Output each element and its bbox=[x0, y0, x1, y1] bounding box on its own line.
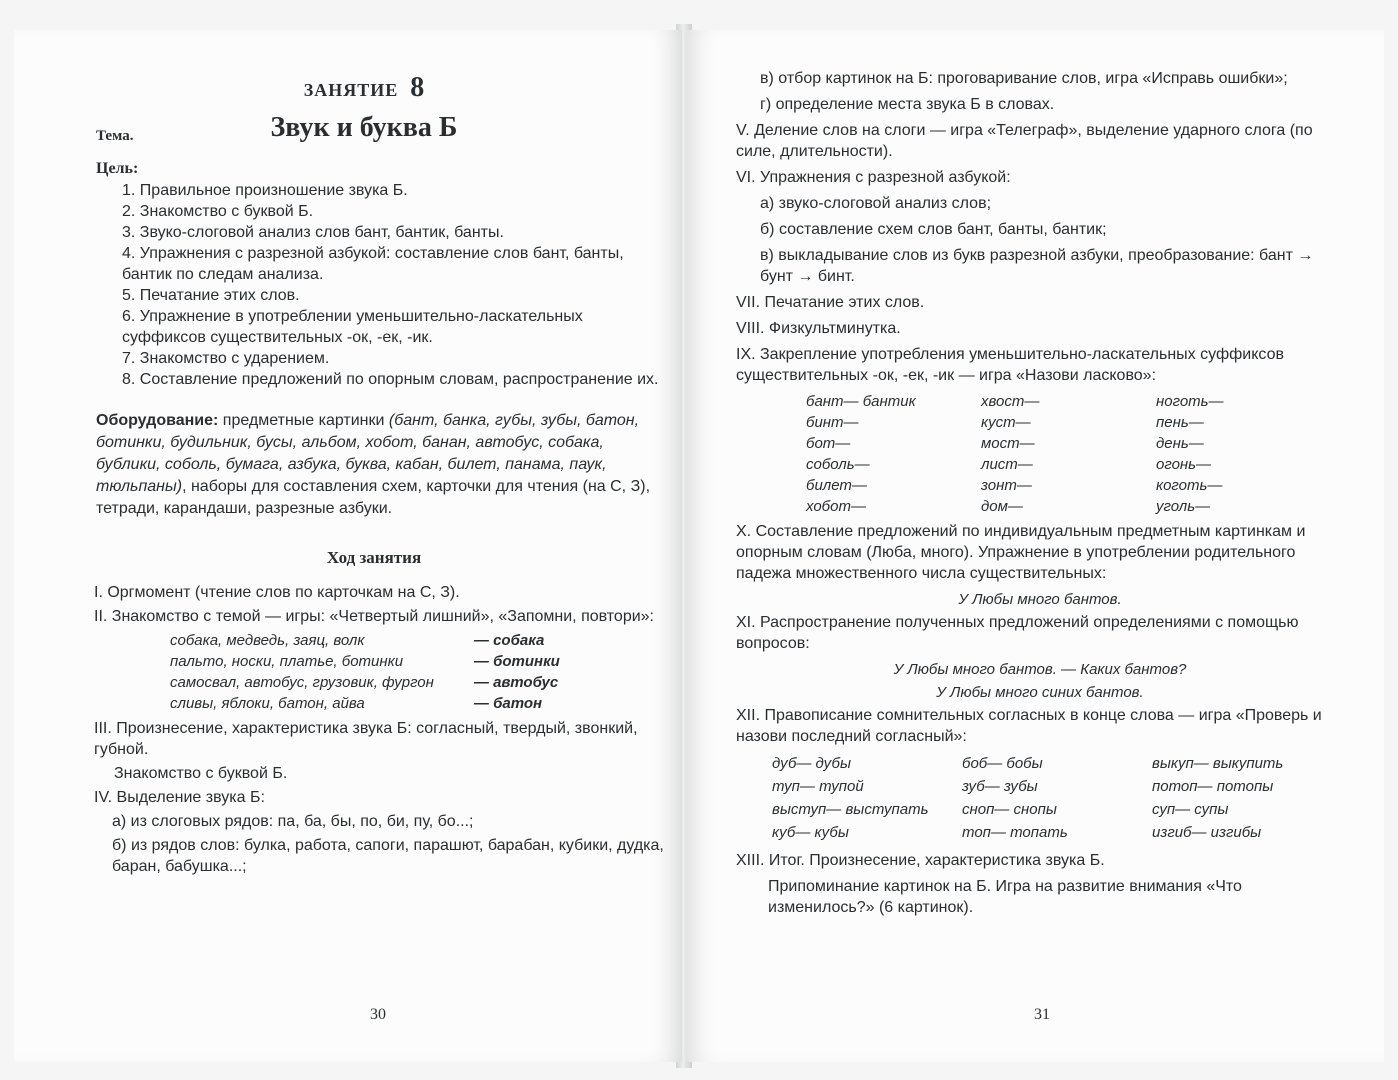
goal-item: 2. Знакомство с буквой Б. bbox=[122, 203, 314, 220]
grid-cell: день— bbox=[1156, 435, 1204, 452]
step-6b: б) составление схем слов бант, банты, бантик; bbox=[760, 221, 1107, 238]
goal-item: 3. Звуко-слоговой анализ слов бант, бантик, банты. bbox=[122, 224, 504, 241]
table-row bbox=[806, 475, 1331, 496]
table-row bbox=[772, 752, 1342, 775]
equipment-label: Оборудование: bbox=[96, 412, 219, 429]
table-row bbox=[772, 821, 1342, 844]
goal-label: Цель: bbox=[96, 160, 139, 177]
topic-label: Тема. bbox=[96, 128, 134, 144]
step-5: V. Деление слов на слоги — игра «Телеграф», выделение ударного слога (по силе, длительности). bbox=[736, 122, 1313, 160]
table-row bbox=[170, 693, 570, 714]
step-13b: Припоминание картинок на Б. Игра на развитие внимания «Что изменилось?» (6 картинок). bbox=[768, 878, 1242, 916]
table-row bbox=[772, 798, 1342, 821]
grid-cell: бант— бантик bbox=[806, 393, 916, 410]
page-right bbox=[686, 30, 1384, 1062]
grid-cell: огонь— bbox=[1156, 456, 1212, 473]
table-row bbox=[170, 672, 570, 693]
goal-list bbox=[122, 180, 668, 390]
step-6c: в) выкладывание слов из букв разрезной азбуки, преобразование: бант → бунт → бинт. bbox=[760, 247, 1314, 285]
step-11: XI. Распространение полученных предложений определениями с помощью вопросов: bbox=[736, 614, 1299, 652]
step-4g: г) определение места звука Б в словах. bbox=[760, 96, 1055, 113]
answer-cell: — собака bbox=[473, 632, 545, 649]
table-row bbox=[806, 391, 1331, 412]
grid-cell: сноп— снопы bbox=[962, 801, 1057, 818]
step-4: IV. Выделение звука Б: bbox=[94, 789, 265, 806]
grid-cell: зуб— зубы bbox=[962, 778, 1038, 795]
goal-item: 5. Печатание этих слов. bbox=[122, 287, 300, 304]
grid-cell: зонт— bbox=[981, 477, 1032, 494]
grid-cell: хвост— bbox=[981, 393, 1040, 410]
goal-item: 4. Упражнения с разрезной азбукой: составление слов бант, банты, бантик по следам анализа. bbox=[122, 245, 624, 283]
answer-cell: — автобус bbox=[473, 674, 559, 691]
topic-title: Звук и буква Б bbox=[270, 112, 458, 143]
step-6a: а) звуко-слоговой анализ слов; bbox=[760, 195, 992, 212]
grid-cell: потоп— потопы bbox=[1152, 778, 1274, 795]
words-cell: пальто, носки, платье, ботинки bbox=[170, 653, 404, 670]
grid-cell: дом— bbox=[981, 498, 1023, 515]
grid-cell: коготь— bbox=[1156, 477, 1223, 494]
step10-example: У Любы много бантов. bbox=[958, 591, 1122, 608]
grid-cell: дуб— дубы bbox=[772, 755, 851, 772]
step9-grid bbox=[806, 391, 1331, 517]
grid-cell: куст— bbox=[981, 414, 1031, 431]
grid-cell: куб— кубы bbox=[772, 824, 849, 841]
page-left bbox=[14, 30, 682, 1062]
step-2: II. Знакомство с темой — игры: «Четвертый лишний», «Запомни, повтори»: bbox=[94, 608, 654, 625]
words-cell: сливы, яблоки, батон, айва bbox=[170, 695, 365, 712]
equipment-items: (бант, банка, губы, зубы, батон, ботинки, будильник, бусы, альбом, хобот, банан, автобус, собака, бублики, соболь, бумага, азбука, буква, кабан, билет, панама, паук, тюльпаны) bbox=[96, 412, 640, 495]
equipment-rest: , наборы для составления схем, карточки для чтения (на С, З), тетради, карандаши, разрезные азбуки. bbox=[96, 478, 651, 517]
equipment-intro: предметные картинки bbox=[222, 412, 385, 429]
grid-cell: соболь— bbox=[806, 456, 870, 473]
step-4a: а) из слоговых рядов: па, ба, бы, по, би, пу, бо...; bbox=[112, 813, 474, 830]
equipment-paragraph bbox=[96, 410, 668, 520]
step11-example-1: У Любы много бантов. — Каких бантов? bbox=[893, 661, 1187, 678]
words-cell: собака, медведь, заяц, волк bbox=[170, 632, 365, 649]
step-1: I. Оргмомент (чтение слов по карточкам на С, З). bbox=[94, 584, 460, 601]
step-4b: б) из рядов слов: булка, работа, сапоги, парашют, барабан, кубики, дудка, баран, бабушка...; bbox=[112, 837, 664, 875]
answer-cell: — батон bbox=[473, 695, 543, 712]
step-10: X. Составление предложений по индивидуальным предметным картинкам и опорным словам (Люба, много). Упражнение в употреблении родительного падежа множественного числа существительных: bbox=[736, 523, 1306, 582]
step-13: XIII. Итог. Произнесение, характеристика звука Б. bbox=[736, 852, 1105, 869]
lesson-steps-right bbox=[736, 68, 1344, 918]
table-row bbox=[806, 412, 1331, 433]
table-row bbox=[170, 651, 570, 672]
table-row bbox=[806, 433, 1331, 454]
goal-item: 8. Составление предложений по опорным словам, распространение их. bbox=[122, 371, 659, 388]
grid-cell: суп— супы bbox=[1152, 801, 1229, 818]
step-4v: в) отбор картинок на Б: проговаривание слов, игра «Исправь ошибки»; bbox=[760, 70, 1288, 87]
grid-cell: топ— топать bbox=[962, 824, 1068, 841]
grid-cell: боб— бобы bbox=[962, 755, 1043, 772]
grid-cell: выступ— выступать bbox=[772, 801, 929, 818]
step11-example-2: У Любы много синих бантов. bbox=[936, 684, 1144, 701]
grid-cell: мост— bbox=[981, 435, 1035, 452]
lesson-steps-left bbox=[94, 582, 668, 877]
course-title: Ход занятия bbox=[326, 548, 422, 567]
grid-cell: туп— тупой bbox=[772, 778, 864, 795]
step-3b: Знакомство с буквой Б. bbox=[114, 765, 288, 782]
grid-cell: выкуп— выкупить bbox=[1152, 755, 1284, 772]
step-12: XII. Правописание сомнительных согласных в конце слова — игра «Проверь и назови последний согласный»: bbox=[736, 707, 1322, 745]
step-7: VII. Печатание этих слов. bbox=[736, 294, 925, 311]
grid-cell: хобот— bbox=[806, 498, 866, 515]
lesson-number: 8 bbox=[410, 72, 425, 103]
table-row bbox=[806, 454, 1331, 475]
grid-cell: бот— bbox=[806, 435, 851, 452]
step-6: VI. Упражнения с разрезной азбукой: bbox=[736, 169, 1011, 186]
grid-cell: билет— bbox=[806, 477, 867, 494]
goal-item: 6. Упражнение в употреблении уменьшительно-ласкательных суффиксов существительных -ок, -ек, -ик. bbox=[122, 308, 583, 346]
grid-cell: изгиб— изгибы bbox=[1152, 824, 1262, 841]
lesson-header bbox=[100, 72, 668, 104]
step2-table bbox=[170, 630, 570, 714]
grid-cell: ноготь— bbox=[1156, 393, 1224, 410]
step-8: VIII. Физкультминутка. bbox=[736, 320, 901, 337]
step-3: III. Произнесение, характеристика звука Б: согласный, твердый, звонкий, губной. bbox=[94, 720, 638, 758]
topic-row bbox=[96, 112, 668, 152]
grid-cell: лист— bbox=[981, 456, 1033, 473]
goal-item: 7. Знакомство с ударением. bbox=[122, 350, 330, 367]
page-number-right: 31 bbox=[1034, 1006, 1050, 1023]
grid-cell: бинт— bbox=[806, 414, 859, 431]
lesson-word: ЗАНЯТИЕ bbox=[303, 80, 399, 100]
step12-grid bbox=[772, 752, 1342, 844]
table-row bbox=[806, 496, 1331, 517]
answer-cell: — ботинки bbox=[473, 653, 560, 670]
goal-item: 1. Правильное произношение звука Б. bbox=[122, 182, 408, 199]
table-row bbox=[772, 775, 1342, 798]
grid-cell: пень— bbox=[1156, 414, 1204, 431]
table-row bbox=[170, 630, 570, 651]
page-number-left: 30 bbox=[370, 1006, 386, 1023]
grid-cell: уголь— bbox=[1156, 498, 1211, 515]
words-cell: самосвал, автобус, грузовик, фургон bbox=[170, 674, 434, 691]
step-9: IX. Закрепление употребления уменьшительно-ласкательных суффиксов существительных -ок, -ек, -ик — игра «Назови ласково»: bbox=[736, 346, 1284, 384]
